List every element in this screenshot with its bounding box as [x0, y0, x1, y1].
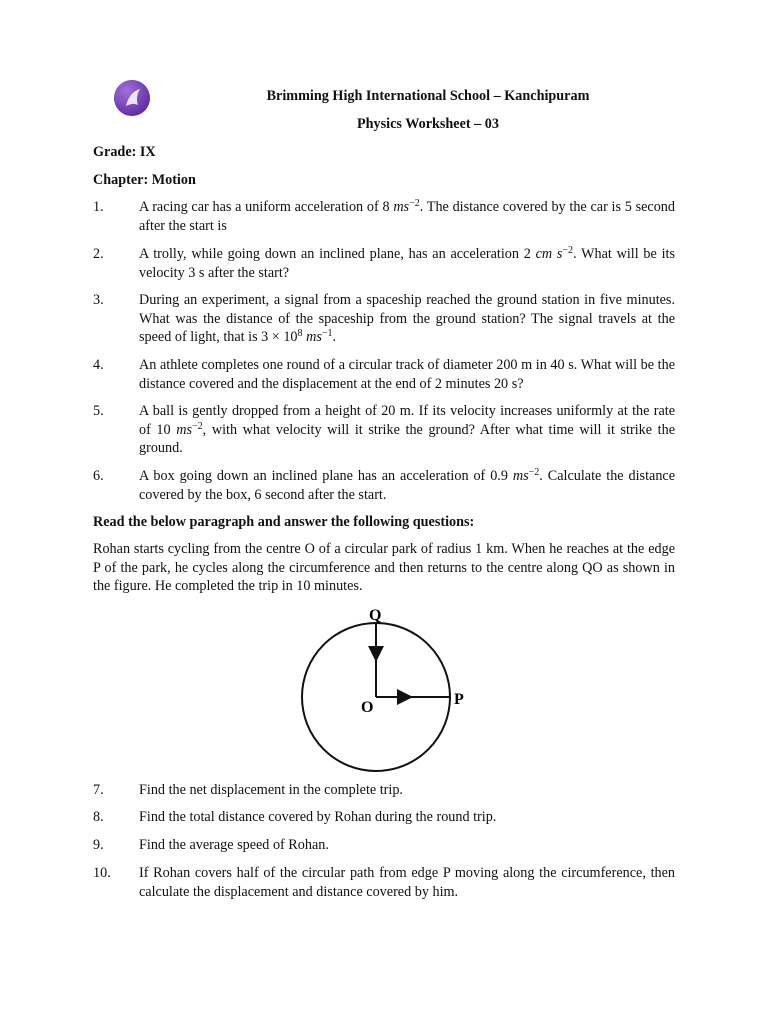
question-6	[93, 467, 675, 504]
question-number: 9.	[93, 837, 104, 853]
question-text: Find the total distance covered by Rohan during the round trip.	[139, 809, 497, 825]
question-text: A ball is gently dropped from a height of 20 m. If its velocity increases uniformly at the rate of 10 $ms^{-2}$, with what velocity will it strike the ground? After what time will it strike the ground.	[139, 403, 675, 456]
question-text: A racing car has a uniform acceleration of 8 $ms^{-2}$. The distance covered by the car is 5 second after the start is	[139, 198, 675, 234]
question-number: 1.	[93, 199, 104, 215]
grade-label: Grade: IX	[93, 144, 156, 160]
label-p: P	[454, 691, 464, 708]
question-3	[93, 291, 675, 347]
question-2	[93, 245, 675, 282]
question-text: A trolly, while going down an inclined plane, has an acceleration 2 cm $s^{-2}$. What will be its velocity 3 s after the start?	[139, 245, 675, 281]
question-number: 7.	[93, 782, 104, 798]
question-10	[93, 864, 675, 901]
question-7	[93, 781, 675, 800]
school-name: Brimming High International School – Kanchipuram	[266, 88, 590, 104]
question-number: 6.	[93, 468, 104, 484]
circular-park-figure	[295, 600, 475, 780]
question-9	[93, 836, 675, 855]
question-8	[93, 808, 675, 827]
question-text: During an experiment, a signal from a spaceship reached the ground station in five minutes. What was the distance of the spaceship from the ground station? The signal travels at the speed of light, that is $3 \times 10^8$ $ms^{-1}$.	[139, 292, 675, 345]
question-1	[93, 198, 675, 235]
question-number: 8.	[93, 809, 104, 825]
worksheet-title: Physics Worksheet – 03	[356, 116, 499, 132]
question-text: Find the net displacement in the complete trip.	[139, 782, 403, 798]
question-5	[93, 402, 675, 458]
question-text: A box going down an inclined plane has an acceleration of 0.9 $ms^{-2}$. Calculate the distance covered by the box, 6 second after the start.	[139, 467, 676, 503]
label-q: Q	[369, 607, 382, 624]
question-number: 2.	[93, 246, 104, 262]
question-4	[93, 356, 675, 393]
question-text: If Rohan covers half of the circular path from edge P moving along the circumference, then calculate the displacement and distance covered by him.	[139, 865, 675, 900]
case-paragraph: Rohan starts cycling from the centre O of a circular park of radius 1 km. When he reaches at the edge P of the park, he cycles along the circumference and then returns to the centre along QO as shown in the figure. He completed the trip in 10 minutes.	[93, 541, 675, 594]
question-number: 4.	[93, 357, 104, 373]
question-text: Find the average speed of Rohan.	[139, 837, 329, 853]
question-text: An athlete completes one round of a circular track of diameter 200 m in 40 s. What will be the distance covered and the displacement at the end of 2 minutes 20 s?	[139, 357, 675, 392]
question-number: 3.	[93, 292, 104, 308]
chapter-label: Chapter: Motion	[93, 172, 196, 188]
question-number: 5.	[93, 403, 104, 419]
label-o: O	[361, 699, 374, 716]
instruction-heading: Read the below paragraph and answer the following questions:	[93, 514, 475, 530]
question-number: 10.	[93, 865, 111, 881]
